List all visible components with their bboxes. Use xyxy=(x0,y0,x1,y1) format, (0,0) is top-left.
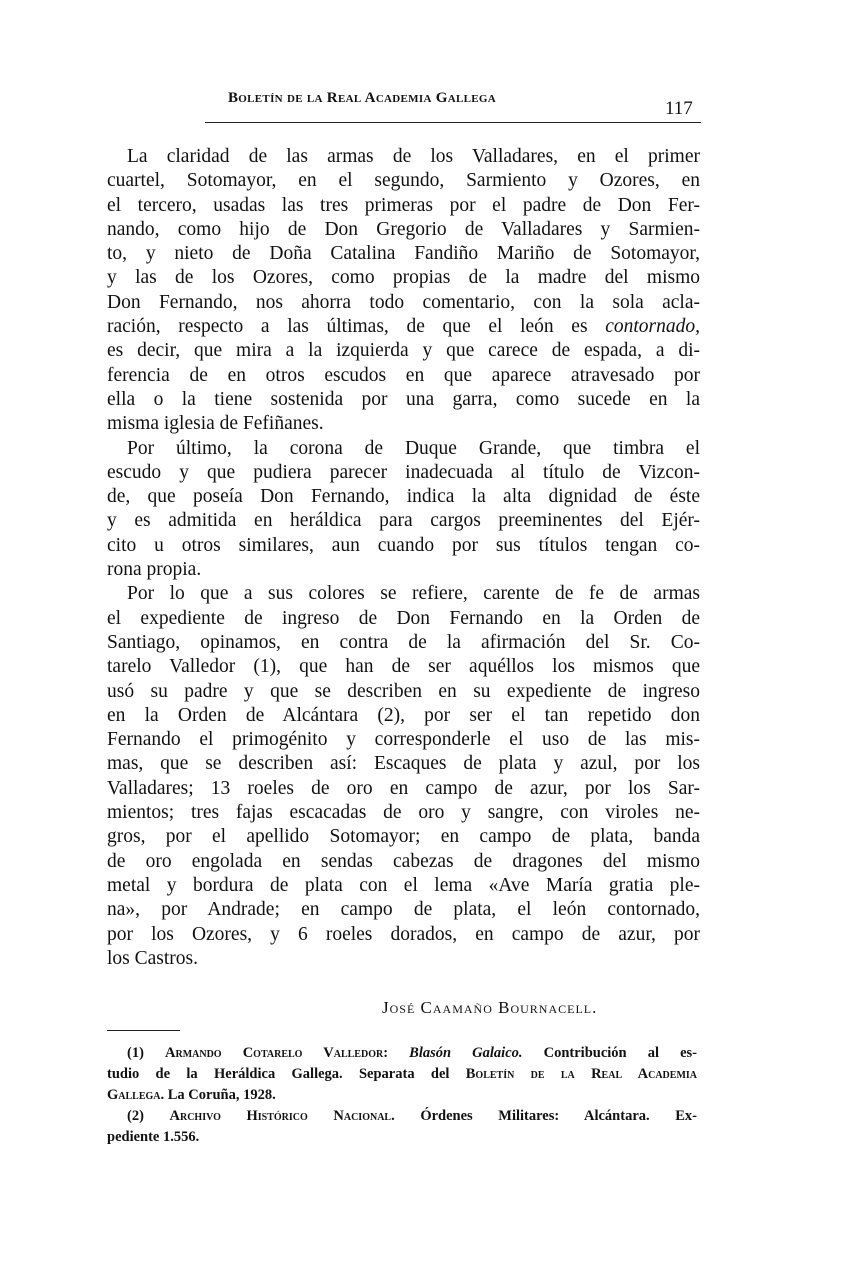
text-line xyxy=(107,461,700,485)
text-segment: metal y bordura de plata con el lema «Ave María gratia ple- xyxy=(107,874,700,896)
footnote-line xyxy=(107,1127,697,1148)
text-segment: el tercero, usadas las tres primeras por el padre de Don Fer- xyxy=(107,194,700,216)
text-segment: y las de los Ozores, como propias de la madre del mismo xyxy=(107,267,700,289)
text-segment: Blasón Galaico. xyxy=(409,1045,523,1061)
text-segment: cito u otros similares, aun cuando por sus títulos tengan co- xyxy=(107,534,700,556)
text-line xyxy=(107,898,700,922)
text-segment: escudo y que pudiera parecer inadecuada al título de Vizcon- xyxy=(107,461,700,483)
text-segment: Contribución al es- xyxy=(522,1045,698,1061)
text-line xyxy=(107,509,700,533)
text-line xyxy=(107,777,700,801)
text-segment: cuartel, Sotomayor, en el segundo, Sarmiento y Ozores, en xyxy=(107,170,700,192)
footnote-rule xyxy=(107,1030,180,1031)
text-line xyxy=(107,874,700,898)
body-text xyxy=(107,145,700,971)
text-segment: pediente 1.556. xyxy=(107,1129,200,1145)
text-line xyxy=(107,266,700,290)
footnote-line xyxy=(107,1043,697,1064)
text-line xyxy=(107,728,700,752)
text-segment: gros, por el apellido Sotomayor; en campo de plata, banda xyxy=(107,826,700,848)
text-segment: mientos; tres fajas escacadas de oro y sangre, con viroles ne- xyxy=(107,802,700,824)
text-line xyxy=(107,145,700,169)
text-segment: los Castros. xyxy=(107,947,199,969)
text-segment: na», por Andrade; en campo de plata, el león contornado, xyxy=(107,899,700,921)
text-segment: ración, respecto a las últimas, de que el león es xyxy=(107,316,606,338)
text-segment: ella o la tiene sostenida por una garra, como sucede en la xyxy=(107,388,700,410)
text-line xyxy=(107,558,700,582)
text-segment: Armando Cotarelo Valledor: xyxy=(165,1045,389,1061)
text-segment: misma iglesia de Fefiñanes. xyxy=(107,413,324,435)
text-line xyxy=(107,704,700,728)
text-segment: es decir, que mira a la izquierda y que carece de espada, a di- xyxy=(107,340,700,362)
text-segment: Gallega. xyxy=(107,1087,165,1103)
text-line xyxy=(107,655,700,679)
text-segment: (2) xyxy=(127,1108,170,1124)
text-segment: Por lo que a sus colores se refiere, carente de fe de armas xyxy=(127,583,700,605)
text-line xyxy=(107,801,700,825)
footnotes xyxy=(107,1043,697,1148)
text-segment: Don Fernando, nos ahorra todo comentario, con la sola acla- xyxy=(107,291,700,313)
text-segment: de, que poseía Don Fernando, indica la alta dignidad de éste xyxy=(107,486,700,508)
text-line xyxy=(107,485,700,509)
text-segment: Archivo Histórico Nacional. xyxy=(169,1108,395,1124)
page-number: 117 xyxy=(665,98,693,119)
footnote-line xyxy=(107,1064,697,1085)
text-segment: usó su padre y que se describen en su expediente de ingreso xyxy=(107,680,700,702)
text-line xyxy=(107,242,700,266)
text-line xyxy=(107,923,700,947)
text-segment: (1) xyxy=(127,1045,166,1061)
text-line xyxy=(107,680,700,704)
text-segment xyxy=(388,1045,409,1061)
footnote-line xyxy=(107,1085,697,1106)
text-segment: nando, como hijo de Don Gregorio de Valladares y Sarmien- xyxy=(107,218,700,240)
text-line xyxy=(107,412,700,436)
text-segment: La Coruña, 1928. xyxy=(164,1087,276,1103)
text-segment: tarelo Valledor (1), que han de ser aquéllos los mismos que xyxy=(107,656,700,678)
text-line xyxy=(107,437,700,461)
text-segment: el expediente de ingreso de Don Fernando en la Orden de xyxy=(107,607,700,629)
text-segment: Santiago, opinamos, en contra de la afirmación del Sr. Co- xyxy=(107,631,700,653)
text-segment: Escaques de plata y azul, por los xyxy=(373,753,700,775)
text-line xyxy=(107,388,700,412)
text-segment: contornado, xyxy=(605,316,700,338)
text-line xyxy=(107,582,700,606)
running-header: Boletín de la Real Academia Gallega xyxy=(228,90,496,106)
text-line xyxy=(107,947,700,971)
text-segment: rona propia. xyxy=(107,559,202,581)
footnote-line xyxy=(107,1106,697,1127)
text-segment: tudio de la Heráldica Gallega. Separata del xyxy=(107,1066,466,1082)
header-rule xyxy=(205,122,701,123)
text-segment: mas, que se describen así: xyxy=(107,753,374,775)
text-segment: y es admitida en heráldica para cargos preeminentes del Ejér- xyxy=(107,510,700,532)
text-segment: Fernando el primogénito y corresponderle el uso de las mis- xyxy=(107,729,700,751)
text-segment: de oro engolada en sendas cabezas de dragones del mismo xyxy=(107,850,700,872)
text-line xyxy=(107,194,700,218)
text-segment: to, y nieto de Doña Catalina Fandiño Mariño de Sotomayor, xyxy=(107,243,700,265)
text-line xyxy=(107,631,700,655)
text-line xyxy=(107,218,700,242)
text-segment: Por último, la corona de Duque Grande, que timbra el xyxy=(127,437,700,459)
text-segment: Boletín de la Real Academia xyxy=(465,1066,697,1082)
text-line xyxy=(107,315,700,339)
text-line xyxy=(107,364,700,388)
text-line xyxy=(107,339,700,363)
text-segment: en la Orden de Alcántara (2), por ser el tan repetido don xyxy=(107,704,700,726)
text-segment: La claridad de las armas de los Valladares, en el primer xyxy=(127,146,700,167)
text-segment: Valladares; 13 roeles de oro en campo de azur, por los Sar- xyxy=(107,777,700,799)
text-line xyxy=(107,850,700,874)
text-line xyxy=(107,825,700,849)
text-line xyxy=(107,291,700,315)
text-segment: Órdenes Militares: Alcántara. Ex- xyxy=(394,1108,697,1124)
text-line xyxy=(107,534,700,558)
text-segment: ferencia de en otros escudos en que aparece atravesado por xyxy=(107,364,700,386)
author-signature: José Caamaño Bournacell. xyxy=(382,998,598,1017)
text-line xyxy=(107,607,700,631)
text-line xyxy=(107,752,700,776)
text-line xyxy=(107,169,700,193)
text-segment: por los Ozores, y 6 roeles dorados, en campo de azur, por xyxy=(107,923,700,945)
